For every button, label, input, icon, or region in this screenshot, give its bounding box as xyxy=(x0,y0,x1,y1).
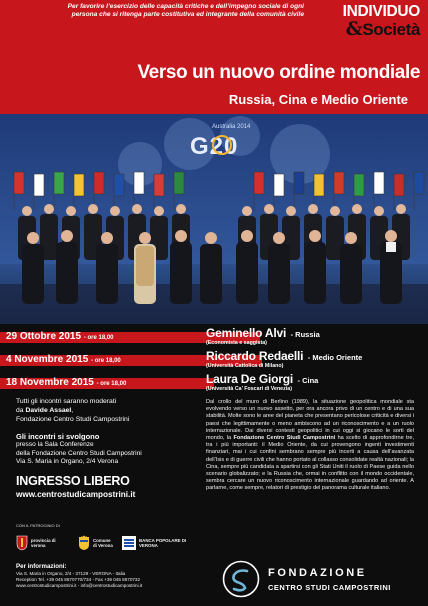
description-part-2: ha scelto di approfondirne tre, tra i più importanti: il Medio Oriente, da cui provengono ingenti investimenti finanziari, mai i cui confini sembrano sempre più incerti a causa dell’avanzata dell’Isis e di guerre civili che hanno portato al collasso consolidate realtà nazionali; la Cina, sempre più candidata a spartirsi con gli Stati Uniti il ruolo di Paese guida nello scenario globalizzato; e la Russia che, ormai in conflitto con il mondo occidentale, sembra cercare un nuovo riconoscimento internazionale guardando ad oriente. A parlarne, come sempre, relatori di prestigio del panorama culturale italiano. xyxy=(206,435,414,492)
event-date-1 xyxy=(6,331,114,344)
moderation-line-1: Tutti gli incontri saranno moderati xyxy=(16,398,117,405)
foundation-logo xyxy=(222,558,422,602)
provincia-shield-icon xyxy=(16,535,28,551)
speaker-name: Geminello Alvi xyxy=(206,326,287,340)
sponsor-logos xyxy=(16,532,202,556)
group-photo xyxy=(0,114,428,324)
description-text xyxy=(206,399,414,493)
venue-line-2: della Fondazione Centro Studi Campostrini xyxy=(16,449,142,457)
speaker-name: Laura De Giorgi xyxy=(206,372,294,386)
backdrop-text: Australia 2014 xyxy=(212,124,251,130)
speaker-topic: - Russia xyxy=(290,330,320,339)
sponsors-label: CON IL PATROCINIO DI xyxy=(16,523,60,528)
event-date-text: 18 Novembre 2015 xyxy=(6,377,94,388)
free-entry: INGRESSO LIBERO xyxy=(16,473,130,488)
brand-bottom-line xyxy=(343,20,420,39)
contact-web[interactable]: www.centrostudicampostrini.it - info@centrostudicampostrini.it xyxy=(16,583,143,589)
sponsor-banca xyxy=(122,532,201,554)
event-speaker-1 xyxy=(206,327,320,347)
moderation-da: da xyxy=(16,407,24,414)
moderation-line-3: Fondazione Centro Studi Campostrini xyxy=(16,416,130,423)
header-tagline: Per favorire l’esercizio delle capacità critiche e dell’impegno sociale di ogni persona che si ritenga parte costitutiva ed integrante della comunità civile xyxy=(67,3,304,19)
event-time: - ore 18,00 xyxy=(96,381,127,387)
group-photo-illustration xyxy=(0,114,428,324)
venue-line-1: presso la Sala Conferenze xyxy=(16,441,94,448)
foundation-line-2: CENTRO STUDI CAMPOSTRINI xyxy=(268,583,391,592)
website-link[interactable]: www.centrostudicampostrini.it xyxy=(16,489,136,499)
speaker-topic: - Cina xyxy=(297,376,319,385)
contact-heading: Per informazioni: xyxy=(16,563,67,570)
speaker-affiliation: (Università Cattolica di Milano) xyxy=(206,363,284,369)
event-time: - ore 18,00 xyxy=(91,358,121,364)
bank-logo-icon xyxy=(122,536,136,550)
moderation-note xyxy=(16,397,196,424)
contact-phone: Reception Tel. +39 045 8670770/734 - Fax +39 045 8670732 xyxy=(16,577,141,582)
contact-block xyxy=(16,563,206,590)
venue-address xyxy=(16,441,196,467)
brand-top: INDIVIDUO xyxy=(342,3,420,20)
event-speaker-2 xyxy=(206,350,362,370)
event-time: - ore 18,00 xyxy=(83,335,114,341)
brand-logo xyxy=(343,4,420,39)
description-foundation-name: Fondazione Centro Studi Campostrini xyxy=(233,435,336,442)
event-date-3 xyxy=(6,377,126,390)
comune-crest-icon xyxy=(78,535,90,551)
speaker-name: Riccardo Redaelli xyxy=(206,349,304,363)
brand-amp: & xyxy=(345,18,363,40)
moderator-name: Davide Assael xyxy=(25,407,72,414)
sponsor-banca-label: BANCA POPOLARE DI VERONA xyxy=(139,538,187,548)
speaker-topic: - Medio Oriente xyxy=(307,353,363,362)
sponsor-comune-label: Comune di Verona xyxy=(93,538,113,548)
speaker-affiliation: (Università Ca’ Foscari di Venezia) xyxy=(206,386,292,392)
sponsor-provincia xyxy=(16,532,57,554)
page-title: Verso un nuovo ordine mondiale xyxy=(137,62,420,83)
header-banner xyxy=(0,0,428,114)
page-subtitle: Russia, Cina e Medio Oriente xyxy=(228,92,408,107)
info-column xyxy=(16,397,196,500)
event-date-text: 4 Novembre 2015 xyxy=(6,354,89,365)
event-date-text: 29 Ottobre 2015 xyxy=(6,331,82,342)
sponsor-comune xyxy=(78,532,115,554)
g20-logo: G20 xyxy=(190,133,239,160)
speaker-affiliation: (Economista e saggista) xyxy=(206,340,267,346)
moderation-comma: , xyxy=(71,407,74,414)
foundation-line-1: FONDAZIONE xyxy=(268,567,367,579)
venue-line-3: Via S. Maria in Organo, 2/4 Verona xyxy=(16,458,119,466)
event-date-2 xyxy=(6,354,121,367)
description-part-1: Dal crollo del muro di Berlino (1989), la situazione geopolitica mondiale sta evolvendo verso un nuovo assetto, per ora ancora privo di un centro e di una sua stabilità. Molte sono le aree del pianeta che presentano pericolose criticità e diversi i paesi che legittimamente o meno ambiscono ad un riconoscimento e a un ruolo internazionale. Dai diversi contesti geopolitici in cui oggi si giocano le sorti del mondo, la xyxy=(206,399,414,442)
event-speaker-3 xyxy=(206,373,318,393)
brand-bottom: Società xyxy=(362,20,420,39)
contact-address: Via S. Maria in Organo, 2/4 - 37129 - VERONA - Italia xyxy=(16,570,126,576)
venue-heading: Gli incontri si svolgono xyxy=(16,432,100,441)
sponsor-provincia-label: provincia di verona xyxy=(31,538,56,548)
foundation-emblem-icon xyxy=(222,560,260,598)
